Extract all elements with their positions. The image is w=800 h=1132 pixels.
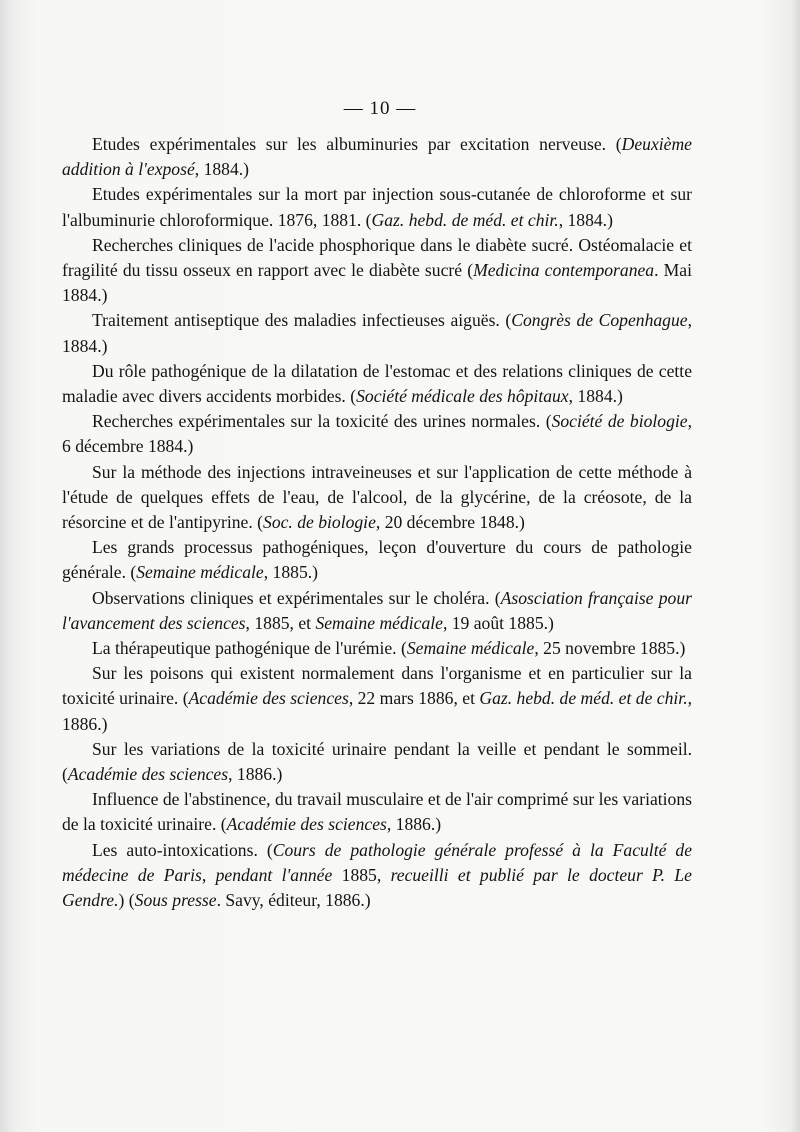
entry-source-italic: Gaz. hebd. de méd. et de chir. xyxy=(479,688,688,709)
entry-text: Observations cliniques et expérimentales sur le choléra. ( xyxy=(92,587,501,608)
entry-text: , 1886.) xyxy=(386,814,442,835)
entry-text: La thérapeutique pathogénique de l'urémie. ( xyxy=(92,638,407,659)
entry-source-italic: Sous presse xyxy=(134,890,217,911)
entry-text: ) ( xyxy=(118,890,135,911)
entry-text: Les grands processus pathogéniques, leçon d'ouverture du cours de pathologie générale. ( xyxy=(62,537,692,583)
entry-source-italic: recueilli et publié par le docteur P. Le Gendre. xyxy=(62,864,692,911)
entry-source-italic: Semaine médicale xyxy=(406,638,535,659)
entry-source-italic: Cours de pathologie générale professé à la Faculté de médecine de Paris xyxy=(62,839,693,885)
entry-source-italic: Congrès de Copenhague xyxy=(511,310,688,331)
entry-text: Sur les poisons qui existent normalement dans l'organisme et en particulier sur la toxicité urinaire. ( xyxy=(62,663,692,709)
entry-text: Etudes expérimentales sur la mort par injection sous-cutanée de chloroforme et sur l'albuminurie chloroformique. 1876, 1881. ( xyxy=(62,184,692,230)
entry-text: , 20 décembre 1848.) xyxy=(375,512,525,533)
bibliography-entry xyxy=(62,233,692,309)
entry-text: , 1884.) xyxy=(194,159,250,180)
bibliography-entry xyxy=(62,535,692,585)
entry-source-italic: Gaz. hebd. de méd. et chir. xyxy=(371,209,559,230)
entry-source-italic: Semaine médicale xyxy=(136,562,264,583)
entry-source-italic: Académie des sciences xyxy=(188,688,349,709)
entry-source-italic: pendant l'année xyxy=(215,864,333,885)
entry-text: , 1884.) xyxy=(62,310,692,356)
bibliography-entry xyxy=(62,308,692,358)
entry-source-italic: Deuxième addition à l'exposé xyxy=(62,134,692,180)
entry-text: Influence de l'abstinence, du travail musculaire et de l'air comprimé sur les variations de la toxicité urinaire. ( xyxy=(62,789,692,835)
bibliography-entry xyxy=(62,737,692,787)
entry-text: , 1886.) xyxy=(62,688,693,734)
entry-text: , 1885.) xyxy=(263,562,318,583)
bibliography-entry xyxy=(62,586,692,636)
bibliography-entry xyxy=(62,661,692,737)
entry-text: Recherches expérimentales sur la toxicité des urines normales. ( xyxy=(92,411,552,432)
entry-text: Etudes expérimentales sur les albuminuries par excitation nerveuse. ( xyxy=(92,134,622,154)
bibliography-entry xyxy=(62,838,692,914)
bibliography-entry xyxy=(62,132,692,182)
bibliography-entry xyxy=(62,409,692,459)
entry-source-italic: Semaine médicale xyxy=(315,612,443,633)
page-number: — 10 — xyxy=(343,98,417,119)
entry-text: , 19 août 1885.) xyxy=(442,612,554,633)
entry-text: , 1884.) xyxy=(568,386,623,407)
entry-text: Traitement antiseptique des maladies infectieuses aiguës. ( xyxy=(92,310,512,331)
entry-text: , 25 novembre 1885.) xyxy=(534,638,686,659)
bibliography-entry xyxy=(62,182,692,232)
entry-source-italic: Société de biologie xyxy=(551,411,688,432)
entry-source-italic: Asosciation française pour l'avancement des sciences xyxy=(62,587,692,633)
entry-text: , 6 décembre 1884.) xyxy=(62,411,692,457)
bibliography-list xyxy=(62,132,692,913)
entry-text: , 1884.) xyxy=(558,209,613,230)
entry-text: Sur les variations de la toxicité urinaire pendant la veille et pendant le sommeil. ( xyxy=(62,738,692,785)
bibliography-entry xyxy=(62,636,692,661)
entry-text: Recherches cliniques de l'acide phosphorique dans le diabète sucré. Ostéomalacie et fragilité du tissu osseux en rapport avec le diabète sucré ( xyxy=(62,234,692,281)
entry-text: , xyxy=(201,864,216,885)
entry-text: Sur la méthode des injections intraveineuses et sur l'application de cette méthode à l'étude de quelques effets de l'eau, de l'alcool, de la glycérine, de la créosote, de la résorcine et de l'antipyrine. ( xyxy=(62,461,692,533)
entry-text: Du rôle pathogénique de la dilatation de l'estomac et des relations cliniques de cette maladie avec divers accidents morbides. ( xyxy=(62,360,692,407)
entry-text: 1885, xyxy=(332,864,391,885)
bibliography-entry xyxy=(62,460,692,536)
entry-text: . Savy, éditeur, 1886.) xyxy=(216,890,371,911)
entry-source-italic: Medicina contemporanea xyxy=(473,260,655,281)
entry-text: , 1885, et xyxy=(245,612,316,633)
entry-source-italic: Société médicale des hôpitaux xyxy=(356,386,569,407)
entry-text: . Mai 1884.) xyxy=(62,260,692,306)
entry-text: , 22 mars 1886, et xyxy=(348,688,480,709)
entry-source-italic: Académie des sciences xyxy=(67,764,229,785)
bibliography-entry xyxy=(62,359,692,409)
entry-text: , 1886.) xyxy=(228,764,283,785)
entry-source-italic: Soc. de biologie xyxy=(263,512,376,533)
entry-source-italic: Académie des sciences xyxy=(226,814,387,835)
entry-text: Les auto-intoxications. ( xyxy=(92,839,273,860)
bibliography-entry xyxy=(62,787,692,837)
